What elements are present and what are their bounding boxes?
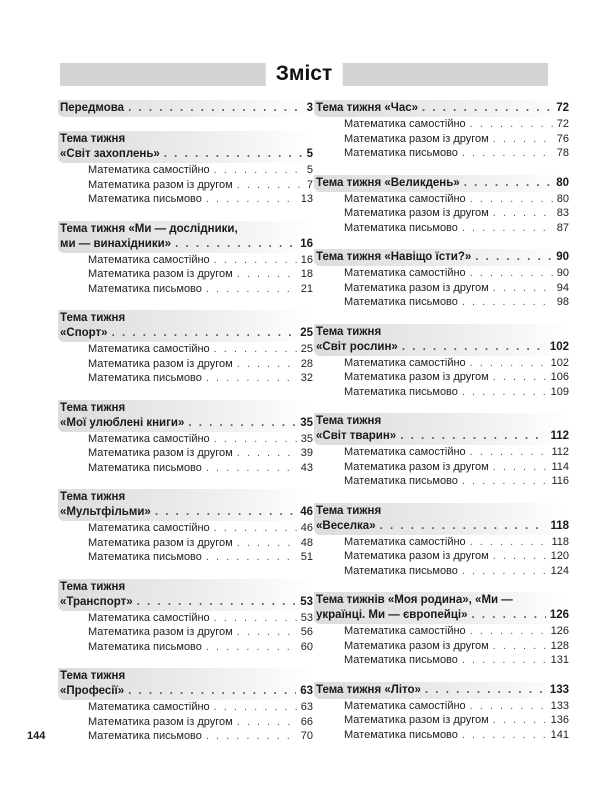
toc-subentry[interactable] xyxy=(314,460,569,475)
section-heading-line: Тема тижня xyxy=(60,580,126,593)
subentry-page: 131 xyxy=(550,654,569,666)
subentry-title: Математика самостійно xyxy=(88,253,210,266)
subentry-page: 106 xyxy=(550,371,569,383)
dot-leader xyxy=(493,460,548,475)
subentry-title: Математика самостійно xyxy=(88,701,210,713)
subentry-page: 94 xyxy=(556,281,569,294)
dot-leader xyxy=(112,326,297,341)
dot-leader xyxy=(214,432,297,447)
toc-section-header[interactable] xyxy=(58,400,313,432)
toc-subentry[interactable] xyxy=(314,728,569,743)
subentry-title: Математика разом із другом xyxy=(344,207,489,219)
dot-leader xyxy=(493,132,553,147)
dot-leader xyxy=(214,611,297,626)
toc-entry[interactable] xyxy=(316,101,569,116)
entry-page: 118 xyxy=(550,519,569,532)
dot-leader xyxy=(237,446,297,461)
entry-page: 133 xyxy=(549,683,569,696)
dot-leader xyxy=(470,445,548,460)
toc-column-left xyxy=(58,100,313,758)
toc-subentry[interactable] xyxy=(58,282,313,297)
toc-subentry[interactable] xyxy=(314,474,569,489)
entry-title: Тема тижня «Навіщо їсти?» xyxy=(316,251,472,263)
entry-page: 16 xyxy=(300,237,313,250)
toc-subentry[interactable] xyxy=(314,653,569,668)
dot-leader xyxy=(206,729,297,744)
subentry-title: Математика самостійно xyxy=(344,535,466,548)
entry-title: ми — винахідники» xyxy=(60,237,172,250)
toc-subentry[interactable] xyxy=(58,371,313,386)
subentry-page: 116 xyxy=(551,475,569,487)
subentry-title: Математика разом із другом xyxy=(344,639,489,652)
dot-leader xyxy=(493,549,547,564)
dot-leader xyxy=(400,429,546,444)
subentry-title: Математика письмово xyxy=(88,730,202,742)
toc-subentry[interactable] xyxy=(314,266,569,281)
toc-subentry[interactable] xyxy=(314,370,569,385)
toc-subentry[interactable] xyxy=(314,639,569,654)
toc-subentry[interactable] xyxy=(58,536,313,551)
toc-subentry[interactable] xyxy=(58,253,313,268)
entry-page: 3 xyxy=(306,102,313,114)
subentry-page: 70 xyxy=(300,730,313,742)
toc-subentry[interactable] xyxy=(58,640,313,655)
dot-leader xyxy=(206,550,297,565)
dot-leader xyxy=(206,461,297,476)
dot-leader xyxy=(493,713,547,728)
dot-leader xyxy=(425,683,546,698)
subentry-page: 48 xyxy=(300,536,313,549)
dot-leader xyxy=(462,295,553,310)
entry-page: 5 xyxy=(306,148,313,160)
toc-section xyxy=(314,503,569,579)
dot-leader xyxy=(470,535,548,550)
subentry-title: Математика самостійно xyxy=(344,192,466,205)
entry-page: 35 xyxy=(300,416,313,429)
toc-entry[interactable] xyxy=(60,237,313,252)
dot-leader xyxy=(206,640,297,655)
dot-leader xyxy=(462,221,553,236)
toc-section xyxy=(58,579,313,655)
toc-section xyxy=(58,668,313,744)
entry-title: «Мультфільми» xyxy=(60,506,151,518)
toc-section-header[interactable] xyxy=(314,413,569,445)
subentry-title: Математика письмово xyxy=(88,640,202,653)
entry-title: «Веселка» xyxy=(316,519,376,532)
toc-subentry[interactable] xyxy=(314,356,569,371)
subentry-title: Математика письмово xyxy=(344,296,458,308)
toc-subentry[interactable] xyxy=(58,163,313,178)
toc-section xyxy=(58,100,313,117)
subentry-page: 60 xyxy=(300,640,313,653)
subentry-page: 112 xyxy=(551,446,569,458)
dot-leader xyxy=(402,340,546,355)
toc-section xyxy=(58,310,313,386)
subentry-title: Математика письмово xyxy=(88,551,202,563)
toc-subentry[interactable] xyxy=(314,564,569,579)
subentry-title: Математика письмово xyxy=(344,147,458,159)
toc-subentry[interactable] xyxy=(58,715,313,730)
subentry-page: 43 xyxy=(300,461,313,474)
toc-subentry[interactable] xyxy=(58,700,313,715)
subentry-page: 72 xyxy=(556,118,569,130)
subentry-title: Математика самостійно xyxy=(344,118,466,130)
subentry-page: 136 xyxy=(550,714,569,726)
subentry-title: Математика письмово xyxy=(88,193,202,205)
dot-leader xyxy=(128,101,303,116)
toc-section xyxy=(314,100,569,161)
subentry-page: 25 xyxy=(300,343,313,355)
subentry-page: 83 xyxy=(556,207,569,219)
entry-title: «Світ захоплень» xyxy=(60,148,160,160)
dot-leader xyxy=(493,206,553,221)
dot-leader xyxy=(470,356,547,371)
toc-subentry[interactable] xyxy=(314,132,569,147)
subentry-title: Математика самостійно xyxy=(88,164,210,176)
section-heading-line: Тема тижня xyxy=(60,491,126,503)
toc-section-header[interactable] xyxy=(314,100,569,117)
toc-subentry[interactable] xyxy=(314,445,569,460)
subentry-title: Математика самостійно xyxy=(344,267,466,279)
subentry-title: Математика разом із другом xyxy=(344,714,489,726)
dot-leader xyxy=(214,700,297,715)
section-heading-line: Тема тижня xyxy=(60,670,126,682)
section-heading-line: Тема тижня xyxy=(60,133,126,145)
entry-title: «Професії» xyxy=(60,685,125,697)
subentry-title: Математика разом із другом xyxy=(88,268,233,280)
toc-subentry[interactable] xyxy=(58,625,313,640)
dot-leader xyxy=(206,371,297,386)
subentry-title: Математика письмово xyxy=(344,728,458,741)
subentry-page: 124 xyxy=(550,564,569,577)
section-heading-line: Тема тижня xyxy=(60,401,126,414)
toc-subentry[interactable] xyxy=(314,117,569,132)
dot-leader xyxy=(470,192,553,207)
subentry-page: 56 xyxy=(300,626,313,638)
title-bar xyxy=(60,63,548,86)
entry-page: 90 xyxy=(556,251,569,263)
toc-subentry[interactable] xyxy=(314,281,569,296)
subentry-title: Математика самостійно xyxy=(88,432,210,445)
subentry-title: Математика самостійно xyxy=(344,356,466,369)
subentry-page: 18 xyxy=(300,268,313,280)
subentry-page: 133 xyxy=(550,699,569,712)
subentry-page: 141 xyxy=(550,728,569,741)
entry-page: 112 xyxy=(550,430,569,442)
dot-leader xyxy=(214,521,297,536)
toc-subentry[interactable] xyxy=(58,729,313,744)
toc-subentry[interactable] xyxy=(314,624,569,639)
subentry-title: Математика письмово xyxy=(344,385,458,398)
dot-leader xyxy=(464,176,553,191)
toc-entry[interactable] xyxy=(60,101,313,116)
toc-entry[interactable] xyxy=(316,250,569,265)
entry-title: «Світ тварин» xyxy=(316,430,397,442)
dot-leader xyxy=(475,250,552,265)
dot-leader xyxy=(175,237,296,252)
toc-subentry[interactable] xyxy=(314,221,569,236)
subentry-title: Математика письмово xyxy=(344,475,458,487)
subentry-title: Математика разом із другом xyxy=(344,550,489,562)
dot-leader xyxy=(214,342,297,357)
dot-leader xyxy=(206,192,297,207)
entry-title: «Транспорт» xyxy=(60,595,133,608)
subentry-title: Математика разом із другом xyxy=(344,132,489,145)
dot-leader xyxy=(137,595,297,610)
subentry-title: Математика письмово xyxy=(88,461,202,474)
toc-subentry[interactable] xyxy=(58,521,313,536)
toc-subentry[interactable] xyxy=(314,713,569,728)
subentry-title: Математика разом із другом xyxy=(88,536,233,549)
subentry-title: Математика самостійно xyxy=(344,699,466,712)
dot-leader xyxy=(237,625,297,640)
toc-section xyxy=(314,175,569,236)
dot-leader xyxy=(493,281,553,296)
subentry-page: 120 xyxy=(550,550,569,562)
toc-subentry[interactable] xyxy=(58,267,313,282)
subentry-title: Математика разом із другом xyxy=(88,178,233,191)
toc-subentry[interactable] xyxy=(58,461,313,476)
subentry-title: Математика письмово xyxy=(344,221,458,234)
dot-leader xyxy=(462,146,553,161)
subentry-page: 102 xyxy=(550,356,569,369)
subentry-page: 13 xyxy=(300,193,313,205)
toc-section-header[interactable] xyxy=(58,100,313,117)
page-number: 144 xyxy=(27,730,46,742)
dot-leader xyxy=(188,416,296,431)
toc-section xyxy=(314,682,569,743)
subentry-page: 114 xyxy=(551,460,569,473)
toc-entry[interactable] xyxy=(60,416,313,431)
subentry-title: Математика письмово xyxy=(88,282,202,295)
toc-section-header[interactable] xyxy=(314,175,569,192)
toc-section-header[interactable] xyxy=(314,249,569,266)
section-heading-line: Тема тижня xyxy=(60,312,126,324)
subentry-title: Математика разом із другом xyxy=(344,460,489,473)
subentry-title: Математика разом із другом xyxy=(88,626,233,638)
entry-page: 102 xyxy=(549,340,569,353)
toc-subentry[interactable] xyxy=(314,385,569,400)
page-title: Зміст xyxy=(266,59,343,89)
subentry-page: 63 xyxy=(300,701,313,713)
toc-section xyxy=(58,221,313,297)
dot-leader xyxy=(422,101,552,116)
toc-subentry[interactable] xyxy=(314,192,569,207)
subentry-title: Математика письмово xyxy=(88,372,202,384)
toc-section-header[interactable] xyxy=(58,668,313,700)
subentry-page: 28 xyxy=(300,357,313,370)
subentry-page: 46 xyxy=(300,522,313,534)
toc-section-header[interactable] xyxy=(314,682,569,699)
dot-leader xyxy=(237,357,297,372)
toc-section-header[interactable] xyxy=(58,579,313,611)
section-heading-line: Тема тижня xyxy=(316,504,382,517)
subentry-page: 35 xyxy=(300,432,313,445)
subentry-page: 128 xyxy=(550,639,569,652)
subentry-page: 76 xyxy=(556,132,569,145)
dot-leader xyxy=(164,147,303,162)
section-heading-line: Тема тижня xyxy=(316,325,382,338)
toc-section-header[interactable] xyxy=(314,324,569,356)
entry-title: Передмова xyxy=(60,102,125,114)
toc-subentry[interactable] xyxy=(58,611,313,626)
toc-subentry[interactable] xyxy=(314,146,569,161)
subentry-page: 98 xyxy=(556,296,569,308)
toc-entry[interactable] xyxy=(60,326,313,341)
subentry-page: 16 xyxy=(300,253,313,266)
toc-subentry[interactable] xyxy=(314,699,569,714)
toc-subentry[interactable] xyxy=(58,178,313,193)
toc-section xyxy=(314,249,569,310)
dot-leader xyxy=(214,163,303,178)
toc-section xyxy=(58,131,313,207)
toc-entry[interactable] xyxy=(60,595,313,610)
dot-leader xyxy=(237,715,297,730)
toc-section-header[interactable] xyxy=(58,221,313,253)
subentry-page: 90 xyxy=(556,267,569,279)
subentry-title: Математика самостійно xyxy=(344,625,466,637)
subentry-title: Математика самостійно xyxy=(88,611,210,624)
toc-subentry[interactable] xyxy=(314,549,569,564)
dot-leader xyxy=(380,519,547,534)
dot-leader xyxy=(155,505,296,520)
toc-entry[interactable] xyxy=(316,519,569,534)
toc-subentry[interactable] xyxy=(314,535,569,550)
toc-entry[interactable] xyxy=(60,147,313,162)
section-heading-line: Тема тижнів «Моя родина», «Ми — xyxy=(316,594,513,606)
subentry-page: 87 xyxy=(556,221,569,234)
dot-leader xyxy=(237,267,297,282)
toc-section-header[interactable] xyxy=(58,131,313,163)
toc-section-header[interactable] xyxy=(314,592,569,624)
subentry-page: 5 xyxy=(306,164,313,176)
dot-leader xyxy=(237,178,303,193)
subentry-page: 118 xyxy=(551,535,569,548)
entry-page: 80 xyxy=(556,176,569,189)
dot-leader xyxy=(206,282,297,297)
entry-page: 46 xyxy=(300,506,313,518)
toc-subentry[interactable] xyxy=(58,357,313,372)
toc-section-header[interactable] xyxy=(58,489,313,521)
entry-title: Тема тижня «Літо» xyxy=(316,683,421,696)
toc-subentry[interactable] xyxy=(58,342,313,357)
toc-subentry[interactable] xyxy=(314,206,569,221)
dot-leader xyxy=(237,536,297,551)
toc-section-header[interactable] xyxy=(58,310,313,342)
dot-leader xyxy=(470,624,547,639)
toc-subentry[interactable] xyxy=(58,192,313,207)
dot-leader xyxy=(493,370,547,385)
subentry-page: 53 xyxy=(300,611,313,624)
subentry-page: 126 xyxy=(550,625,569,637)
entry-title: «Мої улюблені книги» xyxy=(60,416,185,429)
subentry-title: Математика разом із другом xyxy=(88,357,233,370)
toc-entry[interactable] xyxy=(316,683,569,698)
toc-section xyxy=(58,400,313,476)
toc-section xyxy=(314,413,569,489)
dot-leader xyxy=(214,253,297,268)
toc-subentry[interactable] xyxy=(58,550,313,565)
subentry-page: 32 xyxy=(300,372,313,384)
dot-leader xyxy=(472,608,546,623)
dot-leader xyxy=(462,474,548,489)
subentry-title: Математика самостійно xyxy=(88,343,210,355)
toc-column-right xyxy=(314,100,569,756)
subentry-title: Математика письмово xyxy=(344,564,458,577)
subentry-page: 39 xyxy=(300,447,313,459)
toc-section-header[interactable] xyxy=(314,503,569,535)
toc-entry[interactable] xyxy=(60,684,313,699)
subentry-page: 7 xyxy=(306,178,313,191)
dot-leader xyxy=(462,653,547,668)
entry-title: «Світ рослин» xyxy=(316,340,398,353)
entry-page: 53 xyxy=(300,595,313,608)
toc-section xyxy=(58,489,313,565)
subentry-title: Математика разом із другом xyxy=(88,715,233,728)
section-heading-line: Тема тижня «Ми — дослідники, xyxy=(60,222,238,235)
entry-title: Тема тижня «Великдень» xyxy=(316,176,460,189)
subentry-page: 51 xyxy=(300,551,313,563)
subentry-title: Математика письмово xyxy=(344,654,458,666)
toc-subentry[interactable] xyxy=(314,295,569,310)
toc-entry[interactable] xyxy=(316,608,569,623)
entry-title: Тема тижня «Час» xyxy=(316,102,419,114)
toc-subentry[interactable] xyxy=(58,432,313,447)
subentry-title: Математика разом із другом xyxy=(344,281,489,294)
toc-section xyxy=(314,592,569,668)
dot-leader xyxy=(128,684,296,699)
entry-page: 63 xyxy=(300,685,313,697)
entry-page: 126 xyxy=(549,609,569,621)
subentry-page: 78 xyxy=(556,147,569,159)
subentry-title: Математика самостійно xyxy=(344,446,466,458)
entry-page: 72 xyxy=(556,102,569,114)
toc-entry[interactable] xyxy=(316,429,569,444)
entry-page: 25 xyxy=(300,327,313,339)
dot-leader xyxy=(470,699,547,714)
subentry-page: 109 xyxy=(550,385,569,398)
toc-section xyxy=(314,324,569,400)
dot-leader xyxy=(470,117,553,132)
dot-leader xyxy=(470,266,553,281)
toc-entry[interactable] xyxy=(316,176,569,191)
toc-subentry[interactable] xyxy=(58,446,313,461)
entry-title: «Спорт» xyxy=(60,327,108,339)
dot-leader xyxy=(462,564,547,579)
subentry-page: 21 xyxy=(300,282,313,295)
subentry-page: 80 xyxy=(556,192,569,205)
dot-leader xyxy=(493,639,547,654)
subentry-title: Математика разом із другом xyxy=(88,447,233,459)
toc-entry[interactable] xyxy=(60,505,313,520)
section-heading-line: Тема тижня xyxy=(316,415,382,427)
toc-entry[interactable] xyxy=(316,340,569,355)
subentry-page: 66 xyxy=(300,715,313,728)
entry-title: українці. Ми — європейці» xyxy=(316,609,468,621)
dot-leader xyxy=(462,728,547,743)
subentry-title: Математика разом із другом xyxy=(344,371,489,383)
subentry-title: Математика самостійно xyxy=(88,522,210,534)
dot-leader xyxy=(462,385,547,400)
